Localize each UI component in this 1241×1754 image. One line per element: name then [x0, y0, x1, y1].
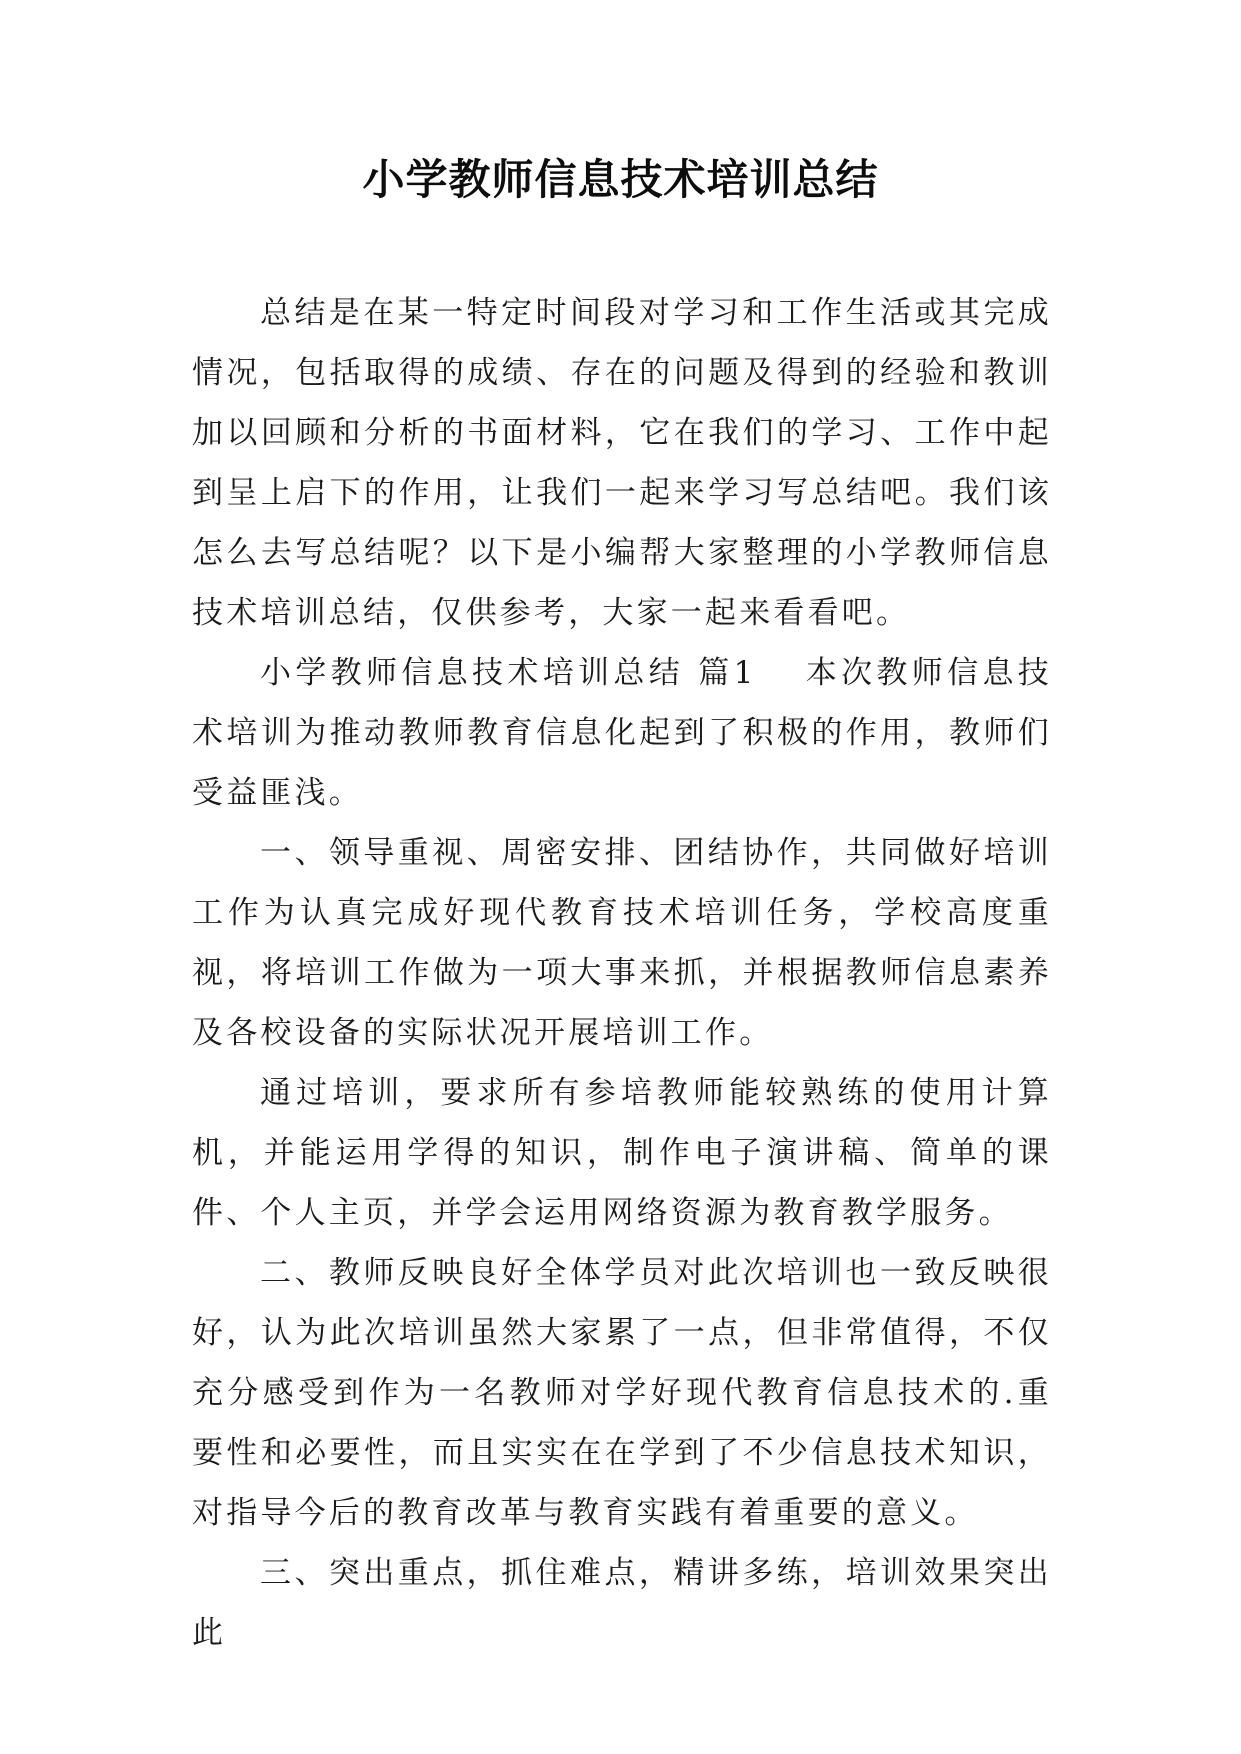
- point-three-paragraph: 三、突出重点，抓住难点，精讲多练，培训效果突出此: [192, 1555, 1052, 1651]
- intro-paragraph: 总结是在某一特定时间段对学习和工作生活或其完成情况，包括取得的成绩、存在的问题及得到的经验和教训加以回顾和分析的书面材料，它在我们的学习、工作中起到呈上启下的作用，让我们一起来学习写总结吧。我们该怎么去写总结呢？以下是小编帮大家整理的小学教师信息技术培训总结，仅供参考，大家一起来看看吧。: [192, 295, 1052, 631]
- point-two-paragraph: 二、教师反映良好全体学员对此次培训也一致反映很好，认为此次培训虽然大家累了一点，但非常值得，不仅充分感受到作为一名教师对学好现代教育信息技术的.重要性和必要性，而且实实在在学到了不少信息技术知识，对指导今后的教育改革与教育实践有着重要的意义。: [192, 1255, 1052, 1531]
- section-heading: 小学教师信息技术培训总结 篇1: [260, 655, 757, 691]
- section-text: 本次教师信息技术培训为推动教师教育信息化起到了积极的作用，教师们受益匪浅。: [192, 655, 1052, 811]
- document-title: 小学教师信息技术培训总结: [362, 155, 879, 204]
- point-one-paragraph: 一、领导重视、周密安排、团结协作，共同做好培训工作为认真完成好现代教育技术培训任务，学校高度重视，将培训工作做为一项大事来抓，并根据教师信息素养及各校设备的实际状况开展培训工作。: [192, 835, 1052, 1051]
- section-paragraph: [192, 643, 1052, 823]
- training-goal-paragraph: 通过培训，要求所有参培教师能较熟练的使用计算机，并能运用学得的知识，制作电子演讲稿、简单的课件、个人主页，并学会运用网络资源为教育教学服务。: [192, 1075, 1052, 1231]
- document-body: [192, 283, 1052, 1663]
